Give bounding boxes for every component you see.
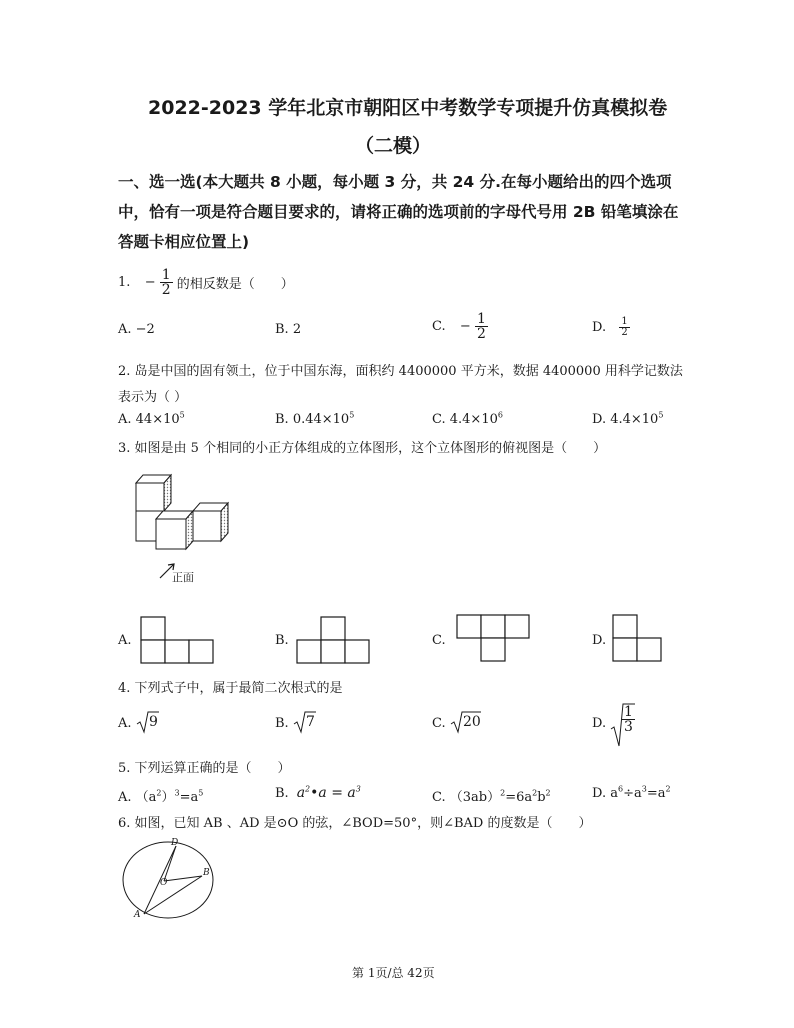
q3-option-c-figure <box>456 614 530 662</box>
q1-minus-sign: − <box>144 275 156 290</box>
q3-option-a-figure <box>140 616 214 664</box>
q6-label-a: A <box>134 910 141 920</box>
q4-option-a-label: A. <box>118 716 132 731</box>
q1-number: 1. <box>118 275 131 290</box>
q5-option-d: D. $a^6\div a^3=a^2$ <box>592 784 671 801</box>
q2-option-b-exp: 5 <box>349 410 355 420</box>
question-3: 3. 如图是由 5 个相同的小正方体组成的立体图形，这个立体图形的俯视图是（ ） <box>118 441 607 456</box>
q1-option-d <box>592 317 630 338</box>
question-2-line-1: 2. 岛是中国的固有领土，位于中国东海，面积约 4400000 平方米，数据 4400000 用科学记数法 <box>118 364 683 379</box>
q2-option-b-base: B. 0.44×10 <box>275 412 350 427</box>
q4-option-d-fraction <box>622 705 635 734</box>
q1-option-d-numerator: 1 <box>621 316 628 327</box>
q3-option-b-figure <box>296 616 370 664</box>
q3-option-a: A. <box>118 633 132 648</box>
q4-option-b-radicand: 7 <box>306 714 315 730</box>
q2-option-c-exp: 6 <box>497 410 503 420</box>
q2-option-d-base: D. 4.4×10 <box>592 412 659 427</box>
q1-option-c-label: C. <box>432 319 446 334</box>
q1-text: 的相反数是（ ） <box>176 277 294 292</box>
q1-fraction-numerator: 1 <box>161 267 171 283</box>
doc-subtitle: （二模） <box>355 135 432 157</box>
q2-option-d <box>592 412 663 427</box>
question-1 <box>118 268 294 297</box>
question-6: 6. 如图，已知 AB 、AD 是⊙O 的弦，∠BOD=50°，则∠BAD 的度数是（ ） <box>118 816 592 831</box>
q3-front-label: 正面 <box>172 571 194 584</box>
q4-option-a <box>118 716 132 731</box>
question-4: 4. 下列式子中，属于最简二次根式的是 <box>118 681 343 696</box>
q4-option-d <box>592 716 606 731</box>
q1-fraction-denominator: 2 <box>161 282 171 298</box>
section-line-2: 中，恰有一项是符合题目要求的，请将正确的选项前的字母代号用 2B 铅笔填涂在 <box>118 203 679 221</box>
q1-option-d-fraction <box>619 317 629 338</box>
section-line-3: 答题卡相应位置上) <box>118 233 250 251</box>
q6-circle-diagram <box>118 838 218 928</box>
q6-label-o: O <box>160 878 168 888</box>
q2-option-d-exp: 5 <box>658 410 664 420</box>
q3-option-b: B. <box>275 633 289 648</box>
q3-option-d-figure <box>612 614 662 662</box>
q3-option-c: C. <box>432 633 446 648</box>
q4-option-c-radicand: 20 <box>463 714 481 730</box>
doc-title: 2022-2023 学年北京市朝阳区中考数学专项提升仿真模拟卷 <box>148 97 668 119</box>
q4-option-a-radicand: 9 <box>149 714 158 730</box>
q2-option-c-base: C. 4.4×10 <box>432 412 498 427</box>
q1-fraction <box>160 268 173 297</box>
q1-option-b: B. 2 <box>275 322 302 337</box>
q6-label-b: B <box>203 868 210 878</box>
q2-option-c <box>432 412 503 427</box>
q4-option-c-label: C. <box>432 716 446 731</box>
q5-option-c: C. $(3ab)^2=6a^2b^2$ <box>432 788 551 805</box>
q4-option-d-label: D. <box>592 716 607 731</box>
q4-option-b-label: B. <box>275 716 289 731</box>
q1-option-d-denominator: 2 <box>621 327 628 338</box>
q1-option-c-denominator: 2 <box>476 326 486 342</box>
q3-solid-figure <box>130 468 240 583</box>
q3-option-d: D. <box>592 633 607 648</box>
q4-option-b <box>275 716 289 731</box>
q2-option-a-exp: 5 <box>179 410 185 420</box>
q5-option-a: A. $(a^2)^3=a^5$ <box>118 788 204 805</box>
page-footer: 第 1页/总 42页 <box>352 966 435 980</box>
q2-option-a <box>118 412 185 427</box>
q6-label-d: D <box>171 838 179 848</box>
q4-option-d-numerator: 1 <box>624 704 633 720</box>
q1-option-c-fraction <box>475 312 488 341</box>
q2-option-b <box>275 412 354 427</box>
question-2-line-2: 表示为（ ） <box>118 390 188 405</box>
q4-option-c <box>432 716 446 731</box>
q2-option-a-base: A. 44×10 <box>118 412 180 427</box>
question-5: 5. 下列运算正确的是（ ） <box>118 761 291 776</box>
q1-option-d-label: D. <box>592 320 607 335</box>
q5-option-b: B. $a^2•a = a^3$ <box>275 784 361 801</box>
q1-option-a: A. −2 <box>118 322 155 337</box>
q1-option-c <box>432 312 488 341</box>
section-line-1: 一、选一选(本大题共 8 小题，每小题 3 分，共 24 分.在每小题给出的四个选项 <box>118 173 672 191</box>
q1-option-c-sign: − <box>459 319 471 334</box>
q1-option-c-numerator: 1 <box>476 311 486 327</box>
q4-option-d-denominator: 3 <box>624 719 633 735</box>
